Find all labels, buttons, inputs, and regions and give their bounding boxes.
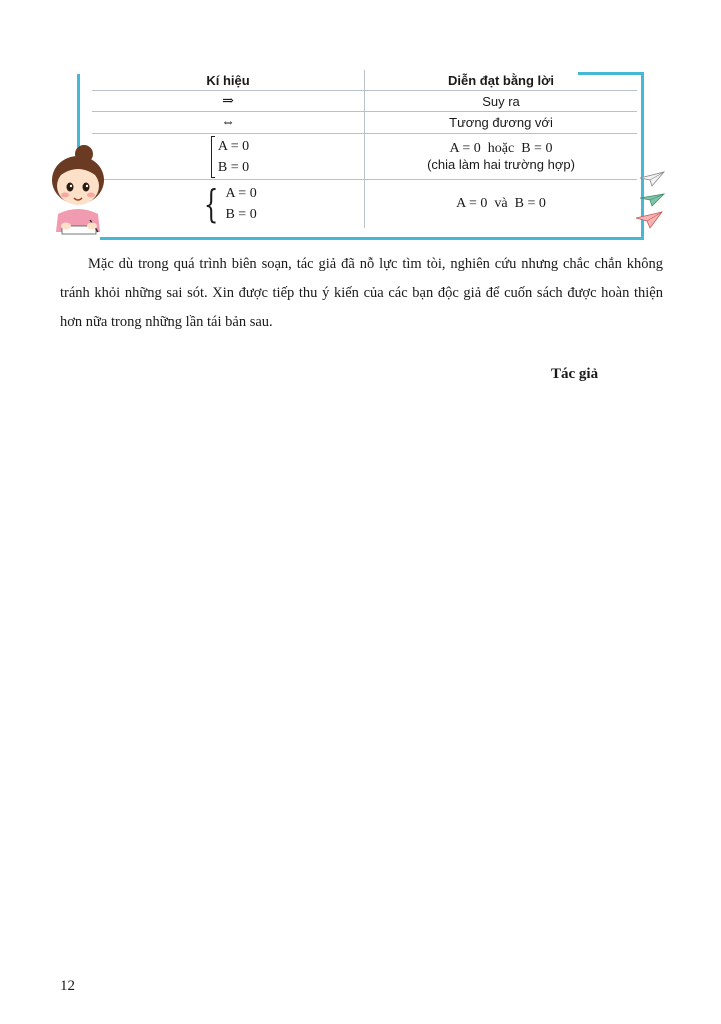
meaning-or bbox=[365, 134, 638, 180]
symbol-or-bracket bbox=[92, 134, 365, 180]
table-row bbox=[92, 112, 637, 134]
meaning-implies: Suy ra bbox=[365, 91, 638, 112]
author-signature: Tác giả bbox=[551, 366, 599, 382]
meaning-or-line1: A = 0 hoặc B = 0 bbox=[449, 141, 553, 156]
paper-plane-icon bbox=[638, 190, 666, 208]
brace-line-b: B = 0 bbox=[225, 207, 257, 222]
table-header-row bbox=[92, 70, 637, 91]
header-symbol: Kí hiệu bbox=[92, 70, 365, 91]
meaning-equivalent: Tương đương với bbox=[365, 112, 638, 134]
preface-paragraph bbox=[60, 250, 663, 337]
meaning-or-line2: (chia làm hai trường hợp) bbox=[427, 157, 575, 172]
symbol-implies: ⇒ bbox=[92, 91, 365, 112]
preface-text: Mặc dù trong quá trình biên soạn, tác giả đã nỗ lực tìm tòi, nghiên cứu nhưng chắc chắn không tránh khỏi những sai sót. Xin được tiếp thu ý kiến của các bạn độc giả để cuốn sách được hoàn thiện hơn nữa trong những lần tái bản sau. bbox=[60, 256, 663, 330]
paper-plane-icon bbox=[638, 170, 666, 188]
curly-brace-icon: { bbox=[204, 182, 219, 226]
paper-plane-icon bbox=[634, 208, 664, 230]
bracket-line-a: A = 0 bbox=[217, 138, 250, 154]
bracket-line-b: B = 0 bbox=[217, 159, 250, 175]
frame-left-border bbox=[77, 74, 80, 149]
square-bracket-system bbox=[211, 136, 249, 178]
meaning-and: A = 0 và B = 0 bbox=[456, 196, 546, 211]
frame-bottom-border bbox=[100, 237, 644, 240]
brace-line-a: A = 0 bbox=[225, 186, 257, 201]
table-row bbox=[92, 134, 637, 180]
symbol-equivalent: ⇔ bbox=[92, 112, 365, 134]
page-number: 12 bbox=[60, 978, 75, 994]
notation-table bbox=[92, 70, 637, 228]
table-row bbox=[92, 91, 637, 112]
header-meaning: Diễn đạt bằng lời bbox=[365, 70, 638, 91]
table-row bbox=[92, 180, 637, 229]
symbol-and-brace bbox=[92, 180, 365, 229]
curly-brace-system bbox=[199, 183, 256, 225]
girl-writing-illustration-icon bbox=[40, 142, 116, 240]
